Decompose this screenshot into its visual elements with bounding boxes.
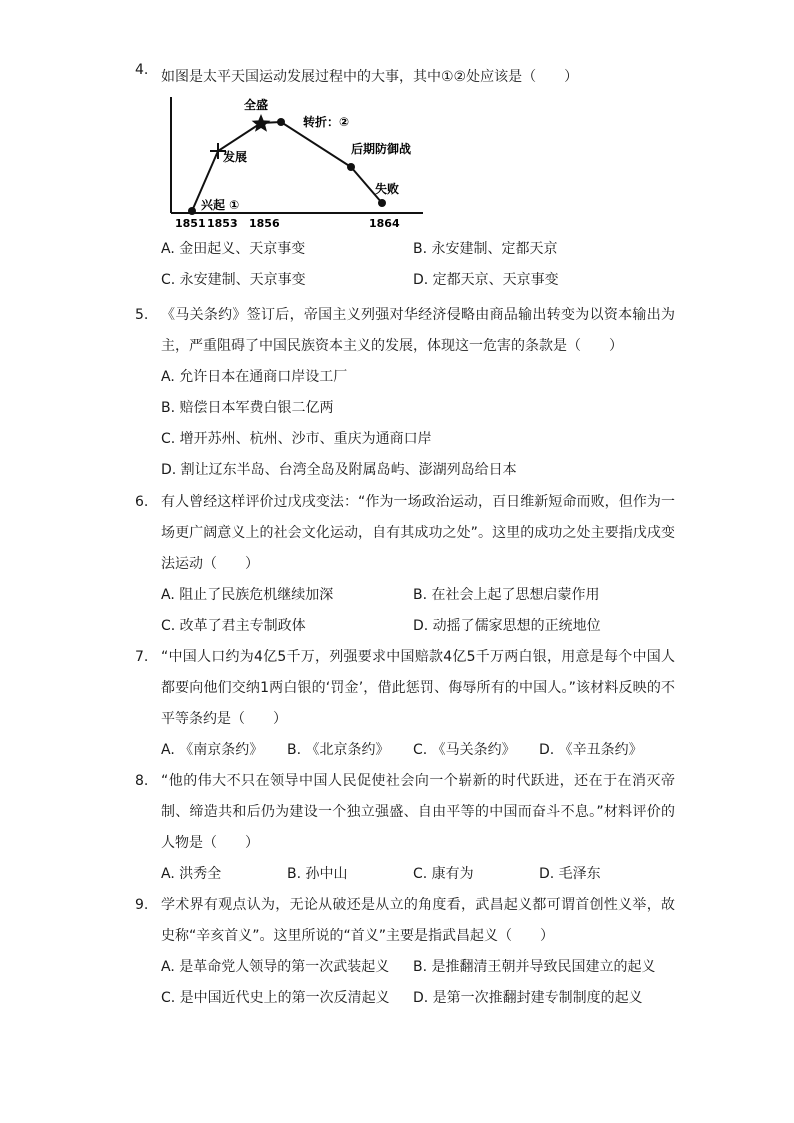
question-number: 6. bbox=[135, 494, 149, 510]
options bbox=[161, 859, 675, 890]
question-9 bbox=[135, 890, 675, 1014]
options bbox=[161, 234, 675, 296]
option-c[interactable]: C. 改革了君主专制政体 bbox=[161, 618, 306, 634]
question-stem: “他的伟大不只在领导中国人民促使社会向一个崭新的时代跃进，还在于在消灭帝制、缔造共和后仍为建设一个独立强盛、自由平等的中国而奋斗不息。”材料评价的人物是（ ） bbox=[161, 773, 675, 851]
label-turning: 转折：② bbox=[303, 115, 350, 129]
option-d[interactable]: D. 动摇了儒家思想的正统地位 bbox=[413, 618, 601, 634]
label-rise: 兴起 ① bbox=[201, 198, 240, 212]
label-late-defense: 后期防御战 bbox=[351, 142, 412, 156]
point-rise bbox=[188, 207, 196, 215]
question-4 bbox=[135, 62, 675, 296]
option-a[interactable]: A. 金田起义、天京事变 bbox=[161, 241, 306, 257]
option-c[interactable]: C. 增开苏州、杭州、沙市、重庆为通商口岸 bbox=[161, 431, 432, 447]
tick-1853: 1853 bbox=[207, 217, 238, 230]
question-number: 7. bbox=[135, 649, 149, 665]
label-failure: 失败 bbox=[375, 182, 400, 196]
question-stem: “中国人口约为4亿5千万，列强要求中国赔款4亿5千万两白银，用意是每个中国人都要向他们交纳1两白银的‘罚金’，借此惩罚、侮辱所有的中国人。”该材料反映的不平等条约是（ ） bbox=[161, 649, 675, 727]
tick-1851: 1851 bbox=[175, 217, 206, 230]
option-a[interactable]: A. 阻止了民族危机继续加深 bbox=[161, 587, 334, 603]
option-b[interactable]: B. 《北京条约》 bbox=[287, 742, 390, 758]
timeline-svg bbox=[161, 95, 431, 230]
option-d[interactable]: D. 是第一次推翻封建专制制度的起义 bbox=[413, 990, 643, 1006]
option-d[interactable]: D. 定都天京、天京事变 bbox=[413, 272, 559, 288]
question-number: 5. bbox=[135, 307, 149, 323]
option-b[interactable]: B. 在社会上起了思想启蒙作用 bbox=[413, 587, 600, 603]
option-c[interactable]: C. 《马关条约》 bbox=[413, 742, 516, 758]
question-stem: 有人曾经这样评价过戊戌变法：“作为一场政治运动，百日维新短命而败，但作为一场更广阔意义上的社会文化运动，自有其成功之处”。这里的成功之处主要指戊戌变法运动（ ） bbox=[161, 494, 675, 572]
label-peak: 全盛 bbox=[244, 98, 269, 112]
option-a[interactable]: A. 允许日本在通商口岸设工厂 bbox=[161, 369, 348, 385]
point-failure bbox=[378, 199, 386, 207]
option-d[interactable]: D. 《辛丑条约》 bbox=[539, 742, 643, 758]
options bbox=[161, 952, 675, 1014]
question-number: 4. bbox=[135, 62, 149, 78]
option-b[interactable]: B. 孙中山 bbox=[287, 866, 348, 882]
question-7 bbox=[135, 642, 675, 766]
question-stem: 如图是太平天国运动发展过程中的大事，其中①②处应该是（ ） bbox=[161, 69, 579, 85]
options bbox=[161, 362, 675, 486]
label-development: 发展 bbox=[223, 150, 248, 164]
option-b[interactable]: B. 是推翻清王朝并导致民国建立的起义 bbox=[413, 959, 656, 975]
option-c[interactable]: C. 永安建制、天京事变 bbox=[161, 272, 306, 288]
options bbox=[161, 580, 675, 642]
option-a[interactable]: A. 《南京条约》 bbox=[161, 742, 264, 758]
options bbox=[161, 735, 675, 766]
option-c[interactable]: C. 是中国近代史上的第一次反清起义 bbox=[161, 990, 390, 1006]
question-8 bbox=[135, 766, 675, 890]
question-5 bbox=[135, 300, 675, 486]
option-a[interactable]: A. 洪秀全 bbox=[161, 866, 222, 882]
option-c[interactable]: C. 康有为 bbox=[413, 866, 474, 882]
point-turning bbox=[277, 118, 285, 126]
option-b[interactable]: B. 赔偿日本军费白银二亿两 bbox=[161, 400, 334, 416]
taiping-timeline-chart bbox=[161, 95, 431, 230]
option-a[interactable]: A. 是革命党人领导的第一次武装起义 bbox=[161, 959, 390, 975]
tick-1856: 1856 bbox=[249, 217, 280, 230]
option-d[interactable]: D. 毛泽东 bbox=[539, 866, 601, 882]
question-stem: 学术界有观点认为，无论从破还是从立的角度看，武昌起义都可谓首创性义举，故史称“辛亥首义”。这里所说的“首义”主要是指武昌起义（ ） bbox=[161, 897, 675, 944]
question-6 bbox=[135, 487, 675, 642]
option-d[interactable]: D. 割让辽东半岛、台湾全岛及附属岛屿、澎湖列岛给日本 bbox=[161, 462, 517, 478]
tick-1864: 1864 bbox=[369, 217, 400, 230]
question-stem: 《马关条约》签订后，帝国主义列强对华经济侵略由商品输出转变为以资本输出为主，严重阻碍了中国民族资本主义的发展，体现这一危害的条款是（ ） bbox=[161, 307, 675, 354]
point-peak-star-icon bbox=[252, 114, 271, 132]
question-number: 8. bbox=[135, 773, 149, 789]
question-number: 9. bbox=[135, 897, 149, 913]
option-b[interactable]: B. 永安建制、定都天京 bbox=[413, 241, 558, 257]
point-late-defense bbox=[347, 163, 355, 171]
